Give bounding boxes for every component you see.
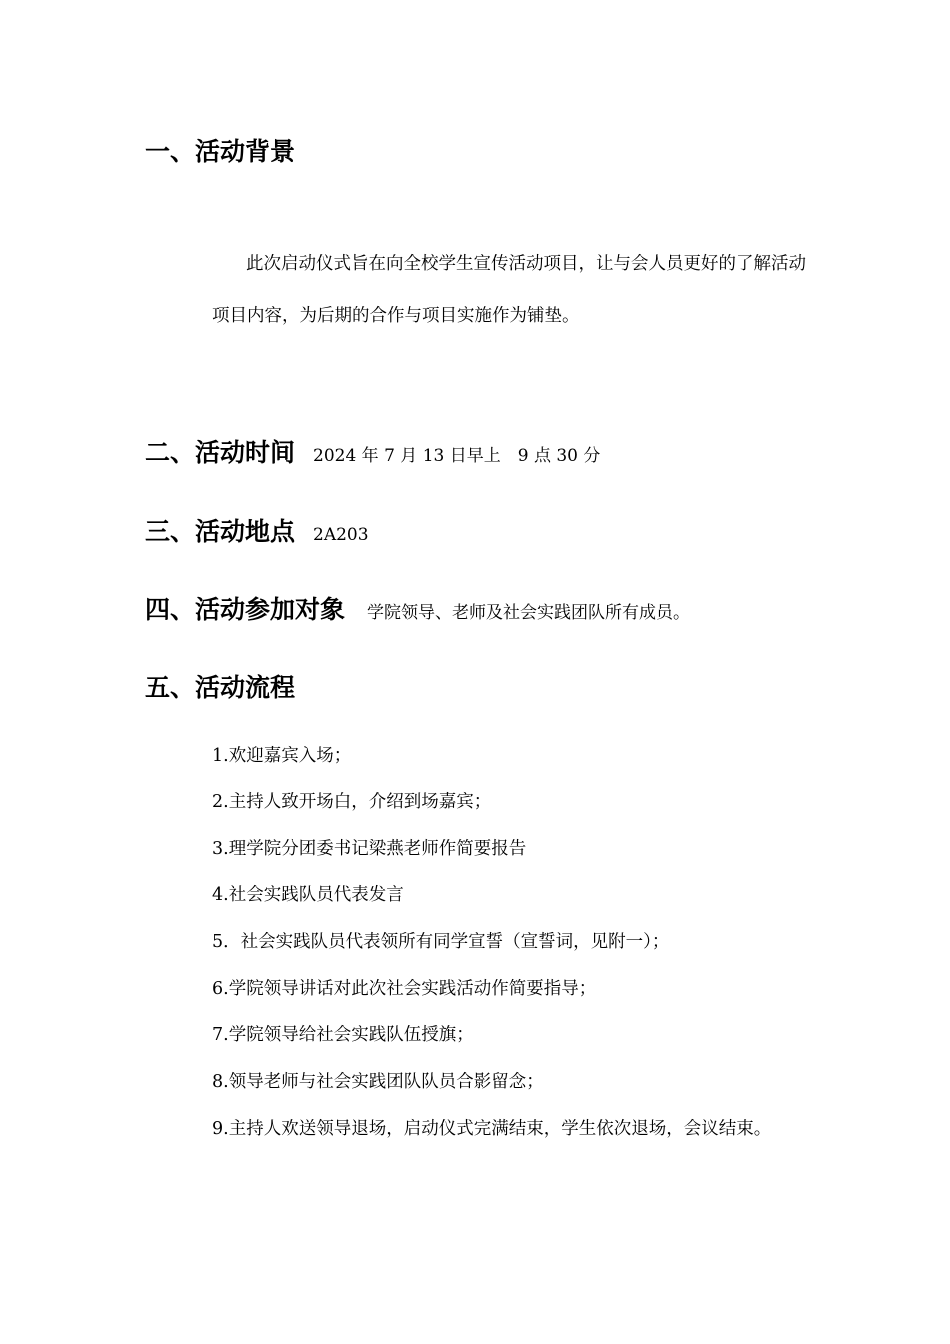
background-paragraph: 此次启动仪式旨在向全校学生宣传活动项目，让与会人员更好的了解活动项目内容，为后期的合作与项目实施作为铺垫。	[212, 254, 806, 326]
process-item: 2.主持人致开场白，介绍到场嘉宾；	[212, 792, 492, 812]
process-item: 6.学院领导讲话对此次社会实践活动作简要指导；	[212, 979, 597, 999]
heading-place	[145, 517, 369, 550]
heading-process: 五、活动流程	[145, 673, 296, 702]
place-value: 2A203	[313, 525, 369, 545]
process-item: 7.学院领导给社会实践队伍授旗；	[212, 1025, 474, 1045]
audience-label: 四、活动参加对象	[145, 595, 346, 624]
process-item: 3.理学院分团委书记梁燕老师作简要报告	[212, 839, 527, 859]
time-value: 2024 年 7 月 13 日早上 9 点 30 分	[313, 446, 601, 466]
heading-time	[145, 438, 600, 471]
process-item: 8.领导老师与社会实践团队队员合影留念；	[212, 1072, 544, 1092]
heading-audience	[145, 595, 690, 628]
time-label: 二、活动时间	[145, 438, 296, 467]
heading-background: 一、活动背景	[145, 137, 296, 166]
process-item: 4.社会实践队员代表发言	[212, 885, 404, 905]
place-label: 三、活动地点	[145, 517, 296, 546]
process-item: 1.欢迎嘉宾入场；	[212, 746, 352, 766]
audience-value: 学院领导、老师及社会实践团队所有成员。	[367, 603, 691, 623]
process-item: 5．社会实践队员代表领所有同学宣誓（宣誓词，见附一）；	[212, 932, 670, 952]
process-item: 9.主持人欢送领导退场，启动仪式完满结束，学生依次退场，会议结束。	[212, 1119, 772, 1139]
